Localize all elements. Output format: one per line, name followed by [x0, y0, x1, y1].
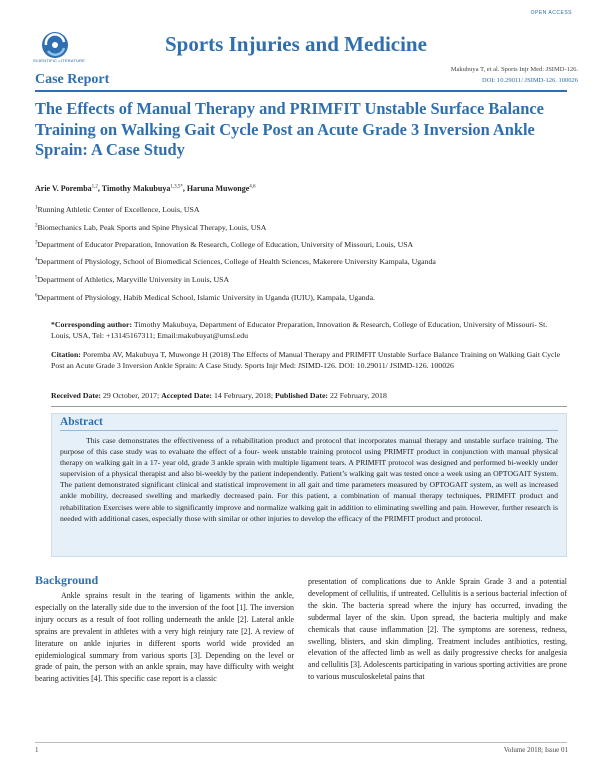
abstract-text: This case demonstrates the effectiveness of a rehabilitation product and protocol that incorporates manual therapy and unstable surface training. The purpose of this case study was to evaluate the effect of a four- week unstable training protocol using PRIMFIT product in conjunction with manual physical therapy on walking gait in a 17- year old, grade 3 ankle sprain with multiple ligament tears. A PRIMFIT protocol was designed and performed bi-weekly under supervision of a physical therapist and also bi-weekly by the patient independently. Patient’s walking gait was tested once a week using an OPTOGAIT System. The patient demonstrated significant clinical and statistical improvement in all gait and time parameters measured by OPTOGAIT system, as well as increased ankle mobility, decreased swelling and markedly decreased pain. For this patient, a combination of manual therapy techniques, PRIMFIT product and rehabilitation Exercises were able to significantly improve and normalize walking gait in addition to eliminating swelling and pain. However, further research is needed with additional cases, especially those with similar or other injuries to develop the efficacy of the PRIMFIT product and protocol.	[60, 436, 558, 523]
footer-divider	[35, 742, 567, 743]
logo-caption: SCIENTIFIC LITERATURE	[33, 58, 86, 63]
affiliation: $^4$Department of Physiology, School of Biomedical Sciences, College of Health Sciences, Makerere University Kampala, Uganda	[35, 257, 436, 266]
dates-divider	[51, 406, 567, 407]
author-sup: 1,2	[91, 184, 98, 190]
author-sup: 1,3,5*	[170, 184, 183, 190]
abstract-heading: Abstract	[60, 416, 103, 428]
corresponding-author: *Corresponding author: Timothy Makubuya, Department of Educator Preparation, Innovation & Research, College of Education, University of Missouri- St. Louis, USA, Tel: +13145167311; Email:makubuyat@umsl.edu	[51, 320, 548, 340]
author-name: Timothy Makubuya	[101, 184, 171, 193]
affiliation: $^3$Department of Educator Preparation, Innovation & Research, College of Education, University of Missouri, Louis, USA	[35, 240, 414, 249]
affiliation: $^2$Biomechanics Lab, Peak Sports and Spine Physical Therapy, Louis, USA	[35, 223, 267, 232]
header-divider	[35, 90, 567, 92]
background-column-2: presentation of complications due to Ankle Sprain Grade 3 and a potential development of cellulitis, if untreated. Cellulitis is a serious bacterial infection of the skin. The bacteria spread where the injury has occurred, invading the subdermal layer of the skin. Upon spread, the bacteria multiply and make chemicals that cause inflammation [2]. The symptoms are soreness, redness, swelling, blisters, and skin dimpling. Treatment includes antibiotics, resting, elevation of the affected limb as well as daily progressive checks for analgesia and cellulitis [3]. Adolescents participating in various sporting activities are prone to various musculoskeletal pains that	[308, 577, 567, 682]
journal-title: Sports Injuries and Medicine	[165, 32, 427, 56]
author-sup: 4,6	[249, 184, 256, 190]
doi-link[interactable]: DOI: 10.29011/ JSIMD-126. 100026	[482, 77, 578, 84]
journal-logo	[40, 30, 70, 60]
author-name: Arie V. Poremba	[35, 184, 92, 193]
affiliation: $^1$Running Athletic Center of Excellence, Louis, USA	[35, 205, 200, 214]
citation-block: Citation: Poremba AV, Makubuya T, Muwonge H (2018) The Effects of Manual Therapy and PRIMFIT Unstable Surface Balance Training on Walking Gait Cycle Post an Acute Grade 3 Inversion Ankle Sprain: A Case Study. Sports Injr Med: JSIMD-126. DOI: 10.29011/ JSIMD-126. 100026	[51, 350, 561, 370]
open-access-badge: OPEN ACCESS	[530, 10, 572, 16]
affiliation: $^5$Department of Athletics, Maryville University in Louis, USA	[35, 275, 230, 284]
affiliation: $^6$Department of Physiology, Habib Medical School, Islamic University in Uganda (IUIU), Kampala, Uganda.	[35, 293, 375, 302]
background-heading: Background	[35, 573, 99, 587]
article-dates: Received Date: 29 October, 2017; Accepted Date: 14 February, 2018; Published Date: 22 February, 2018	[51, 391, 387, 400]
volume-issue: Volume 2018; Issue 01	[503, 746, 568, 754]
citation-short: Makubuya T, et al. Sports Injr Med: JSIMD-126.	[450, 66, 578, 73]
author-name: Haruna Muwonge	[186, 184, 250, 193]
article-title: The Effects of Manual Therapy and PRIMFIT Unstable Surface Balance Training on Walking Gait Cycle Post an Acute Grade 3 Inversion Ankle Sprain: A Case Study	[35, 99, 544, 159]
page-number: 1	[35, 746, 39, 754]
abstract-divider	[60, 430, 558, 431]
article-type: Case Report	[35, 72, 110, 87]
background-column-1: Ankle sprains result in the tearing of ligaments within the ankle, especially on the laterally side due to the inversion of the foot [1]. The inversion injury occurs as a result of foot rolling underneath the ankle [2]. Lateral ankle sprains are prevalent in athletes with a very high reinjury rate [2]. A review of literature on ankle injuries in different sports world wide provided an epidemiological summary from various sports [3]. Depending on the level or grade of pain, the person with an ankle sprain, may have difficulty with weight bearing activities [4]. This specific case report is a classic	[35, 591, 294, 684]
author-list: Arie V. Poremba$^{1,2}$, Timothy Makubuya$^{1,3,5*}$, Haruna Muwonge$^{4,6}$	[35, 184, 256, 193]
